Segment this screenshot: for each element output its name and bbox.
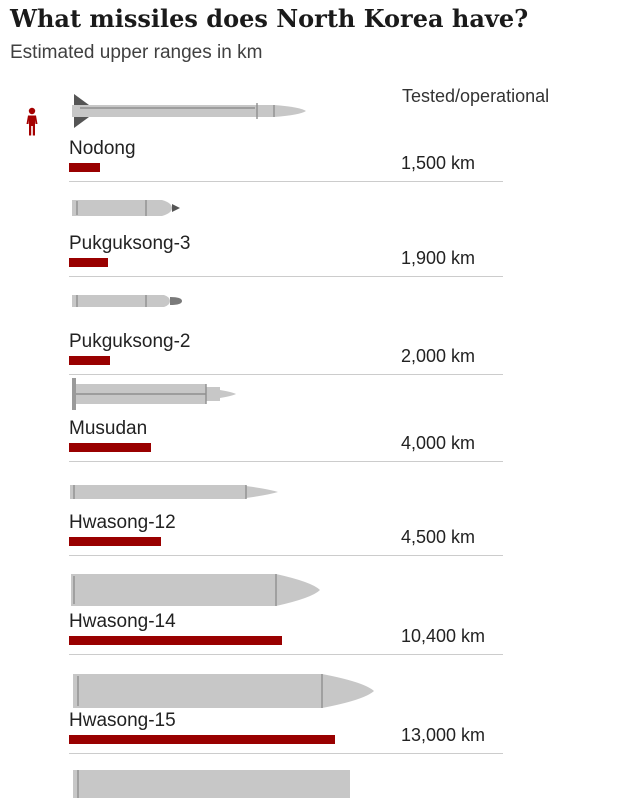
- missile-part: [70, 485, 246, 499]
- missile-name-label: Pukguksong-3: [69, 233, 191, 254]
- range-value-label: 2,000 km: [401, 346, 476, 366]
- missile-part: [246, 486, 278, 498]
- missile-part: [72, 295, 170, 307]
- missile-illustration-pukguksong-2: [60, 283, 400, 327]
- range-bar: [69, 735, 335, 744]
- missile-illustration-hwasong-15: [60, 666, 400, 710]
- missile-name-label: Hwasong-14: [69, 611, 176, 632]
- person-icon: [24, 107, 40, 137]
- missile-part: [72, 105, 257, 117]
- missile-part: [274, 105, 306, 117]
- missile-part: [257, 105, 274, 117]
- missile-part: [74, 117, 89, 128]
- range-bar: [69, 537, 161, 546]
- range-value-label: 4,500 km: [401, 527, 476, 547]
- row-separator: [69, 654, 503, 655]
- range-bar: [69, 163, 100, 172]
- missile-part: [220, 390, 236, 398]
- range-value-label: 10,400 km: [401, 626, 486, 646]
- chart-title: What missiles does North Korea have?: [10, 4, 529, 33]
- row-separator: [69, 753, 503, 754]
- missile-part: [206, 387, 220, 401]
- missile-part: [276, 574, 320, 606]
- range-value-label: 1,900 km: [401, 248, 476, 268]
- missile-part: [72, 200, 172, 216]
- range-value-label: 1,500 km: [401, 153, 476, 173]
- missile-part: [172, 204, 180, 212]
- range-value-label: 13,000 km: [401, 725, 486, 745]
- missile-part: [73, 674, 322, 708]
- range-bar: [69, 443, 151, 452]
- missile-name-label: Musudan: [69, 418, 148, 439]
- missile-name-label: Hwasong-12: [69, 512, 176, 533]
- missile-name-label: Pukguksong-2: [69, 331, 191, 352]
- missile-illustration-hwasong-12: [60, 469, 400, 513]
- missile-part: [322, 674, 374, 708]
- column-header: Tested/operational: [402, 86, 550, 106]
- range-bar: [69, 636, 282, 645]
- missile-illustration-pukguksong-3: [60, 190, 400, 234]
- range-value-label: 4,000 km: [401, 433, 476, 453]
- row-separator: [69, 555, 503, 556]
- missile-illustration-musudan: [60, 374, 400, 418]
- range-bar: [69, 356, 110, 365]
- missile-illustration-cropped: [60, 768, 400, 812]
- missile-part: [72, 378, 76, 410]
- missile-part: [71, 574, 276, 606]
- missile-part: [170, 297, 182, 305]
- missile-illustration-hwasong-14: [60, 568, 400, 612]
- range-bar: [69, 258, 108, 267]
- missile-part: [73, 770, 350, 798]
- chart-subtitle: Estimated upper ranges in km: [10, 42, 263, 63]
- row-separator: [69, 461, 503, 462]
- row-separator: [69, 181, 503, 182]
- missile-name-label: Hwasong-15: [69, 710, 176, 731]
- row-separator: [69, 276, 503, 277]
- missile-part: [74, 94, 89, 105]
- missile-name-label: Nodong: [69, 138, 136, 159]
- missile-illustration-nodong: [60, 89, 400, 133]
